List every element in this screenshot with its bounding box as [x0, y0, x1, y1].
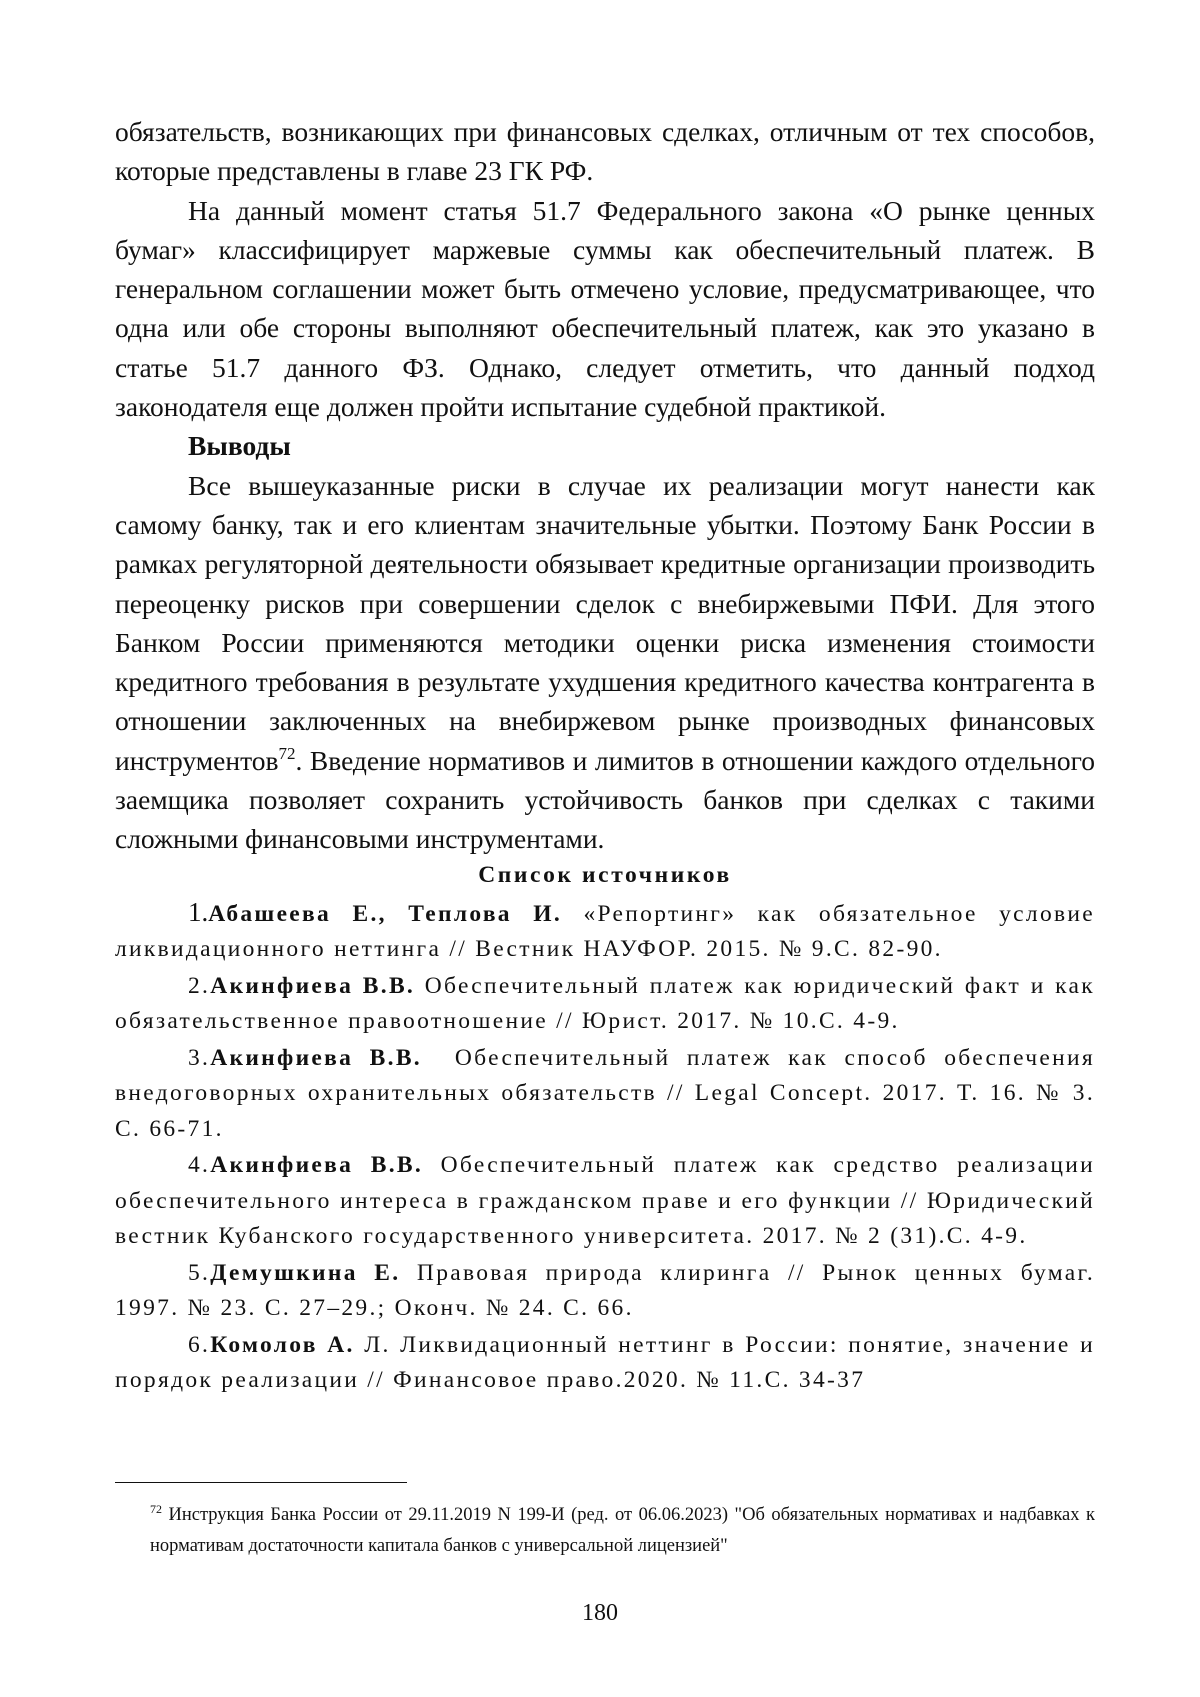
source-author: Комолов А.	[210, 1331, 355, 1358]
footnote-reference[interactable]: 72	[278, 743, 296, 763]
source-text: Правовая природа клиринга // Рынок ценных бумаг. 1997. № 23. С. 27–29.; Оконч. № 24. С. 66.	[115, 1259, 1095, 1321]
conclusions-heading: Выводы	[188, 430, 291, 462]
source-item	[115, 1148, 1095, 1255]
source-text: Л. Ликвидационный неттинг в России: понятие, значение и порядок реализации // Финансовое право.2020. № 11.С. 34-37	[115, 1331, 1095, 1393]
source-number: 1.	[188, 896, 209, 927]
main-text	[115, 112, 1095, 859]
footnote-separator	[115, 1482, 407, 1483]
footnote	[150, 1500, 1095, 1562]
source-number: 3.	[188, 1044, 211, 1071]
source-text: Обеспечительный платеж как средство реализации обеспечительного интереса в гражданском праве и его функции // Юридический вестник Кубанского государственного университета. 2017. № 2 (31).С. 4-9.	[115, 1152, 1096, 1249]
paragraph-conclusions	[115, 466, 1095, 859]
source-text: Обеспечительный платеж как юридический факт и как обязательственное правоотношение // Юрист. 2017. № 10.С. 4-9.	[115, 972, 1095, 1034]
source-text: «Репортинг» как обязательное условие ликвидационного неттинга // Вестник НАУФОР. 2015. № 9.С. 82-90.	[115, 900, 1095, 962]
source-item	[115, 1041, 1104, 1148]
sources-section	[115, 858, 1104, 1400]
conclusions-text-start: Все вышеуказанные риски в случае их реализации могут нанести как самому банку, так и его клиентам значительные убытки. Поэтому Банк России в рамках регуляторной деятельности обязывает кредитные организации производить переоценку рисков при совершении сделок с внебиржевыми ПФИ. Для этого Банком России применяются методики оценки риска изменения стоимости кредитного требования в результате ухудшения кредитного качества контрагента в отношении заключенных на внебиржевом рынке производных финансовых инструментов	[115, 469, 1095, 776]
source-item	[115, 895, 1095, 968]
paragraph-margin-payment: На данный момент статья 51.7 Федерального закона «О рынке ценных бумаг» классифицирует маржевые суммы как обеспечительный платеж. В генеральном соглашении может быть отмечено условие, предусматривающее, что одна или обе стороны выполняют обеспечительный платеж, как это указано в статье 51.7 данного ФЗ. Однако, следует отметить, что данный подход законодателя еще должен пройти испытание судебной практикой.	[115, 194, 1095, 423]
source-author: Акинфиева В.В.	[210, 972, 416, 999]
source-number: 5.	[188, 1259, 211, 1286]
source-author: Акинфиева В.В.	[210, 1152, 424, 1178]
sources-title: Список источников	[478, 862, 732, 888]
source-author: Абашеева Е., Теплова И.	[208, 900, 563, 927]
footnote-mark: 72	[150, 1502, 162, 1516]
source-text: Обеспечительный платеж как способ обеспечения внедоговорных охранительных обязательств // Legal Concept. 2017. Т. 16. № 3. С. 66-71.	[115, 1044, 1104, 1142]
source-item	[115, 1256, 1095, 1327]
source-number: 6.	[188, 1331, 211, 1358]
footnote-text: Инструкция Банка России от 29.11.2019 N 199-И (ред. от 06.06.2023) "Об обязательных нормативах и надбавках к нормативам достаточности капитала банков с универсальной лицензией"	[150, 1505, 1095, 1556]
source-item	[115, 969, 1095, 1040]
source-item	[115, 1328, 1095, 1399]
source-author: Акинфиева В.В.	[210, 1044, 422, 1071]
source-number: 2.	[188, 972, 211, 999]
paragraph-continuation: обязательств, возникающих при финансовых сделках, отличным от тех способов, которые представлены в главе 23 ГК РФ.	[115, 116, 1095, 187]
source-number: 4.	[188, 1152, 211, 1178]
page-number: 180	[582, 1600, 618, 1626]
source-author: Демушкина Е.	[210, 1259, 401, 1286]
conclusions-text-end: . Введение нормативов и лимитов в отношении каждого отдельного заемщика позволяет сохранить устойчивость банков при сделках с такими сложными финансовыми инструментами.	[115, 744, 1095, 855]
